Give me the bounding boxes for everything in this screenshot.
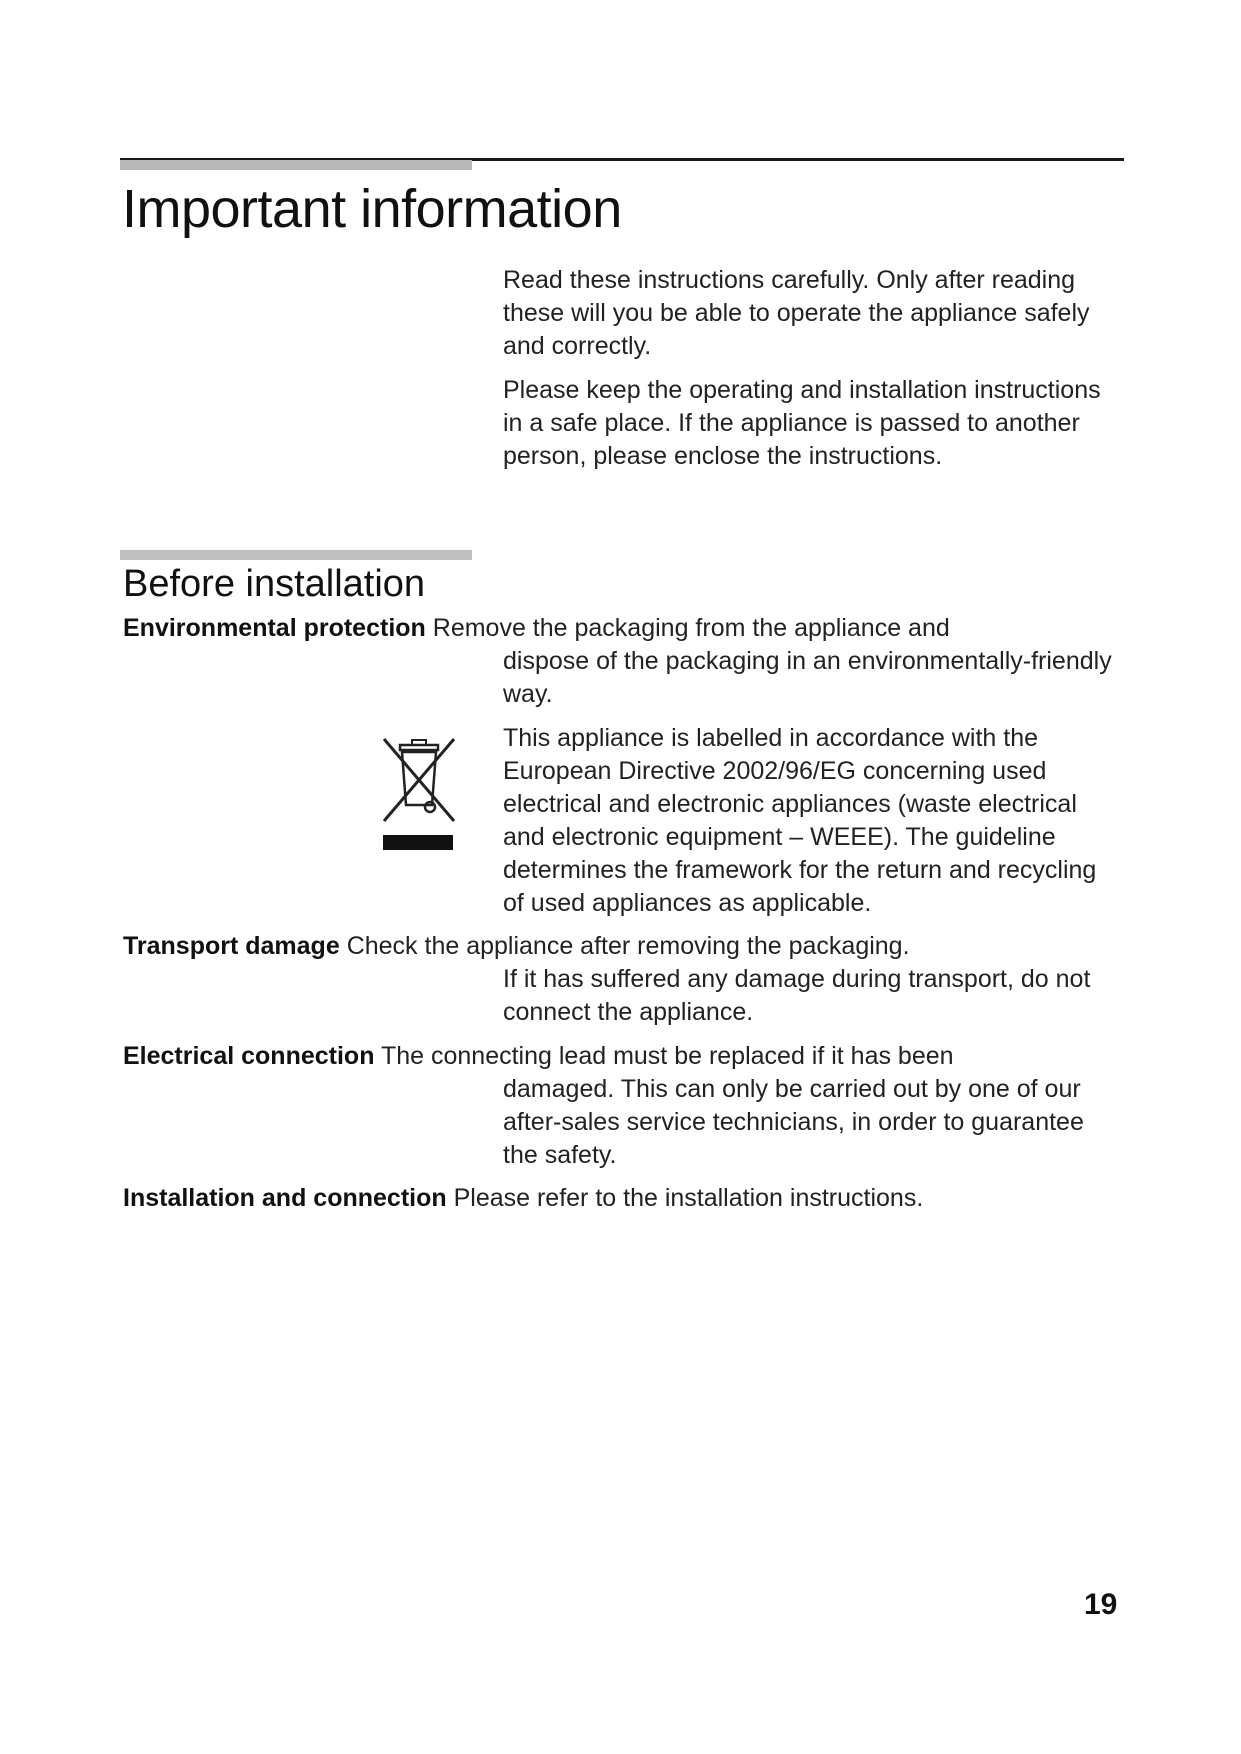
intro-paragraph-1: Read these instructions carefully. Only after reading these will you be able to operate the appliance safely and correctly.: [503, 266, 1090, 360]
intro-paragraph-2: Please keep the operating and installation instructions in a safe place. If the appliance is passed to another person, please enclose the instructions.: [503, 376, 1101, 470]
section-accent-bar: [120, 550, 472, 560]
item-environmental-protection: [123, 612, 1123, 711]
section-title: Before installation: [123, 563, 426, 605]
item-text: damaged. This can only be carried out by one of our after-sales service technicians, in order to guarantee the safety.: [503, 1075, 1084, 1169]
item-label: Electrical connection: [123, 1042, 375, 1070]
item-first-line: Remove the packaging from the appliance and: [432, 614, 950, 642]
item-first-line: Check the appliance after removing the packaging.: [346, 932, 910, 960]
weee-paragraph: This appliance is labelled in accordance with the European Directive 2002/96/EG concerning used electrical and electronic appliances (waste electrical and electronic equipment – WEEE). The guideline determines the framework for the return and recycling of used appliances as applicable.: [503, 724, 1097, 917]
item-electrical-connection: [123, 1040, 1123, 1172]
header-accent-bar: [120, 160, 472, 170]
item-label: Environmental protection: [123, 614, 426, 642]
item-text: If it has suffered any damage during transport, do not connect the appliance.: [503, 965, 1091, 1026]
page-number: 19: [1084, 1588, 1118, 1621]
page-title: Important information: [122, 179, 622, 239]
item-label: Transport damage: [123, 932, 340, 960]
item-installation-and-connection: [123, 1182, 1123, 1215]
item-first-line: The connecting lead must be replaced if it has been: [380, 1042, 954, 1070]
crossed-out-wheelie-bin-icon: [378, 735, 460, 855]
item-text: dispose of the packaging in an environmentally-friendly way.: [503, 647, 1112, 708]
item-transport-damage: [123, 930, 1123, 1029]
item-label: Installation and connection: [123, 1184, 447, 1212]
item-first-line: Please refer to the installation instructions.: [453, 1184, 924, 1212]
